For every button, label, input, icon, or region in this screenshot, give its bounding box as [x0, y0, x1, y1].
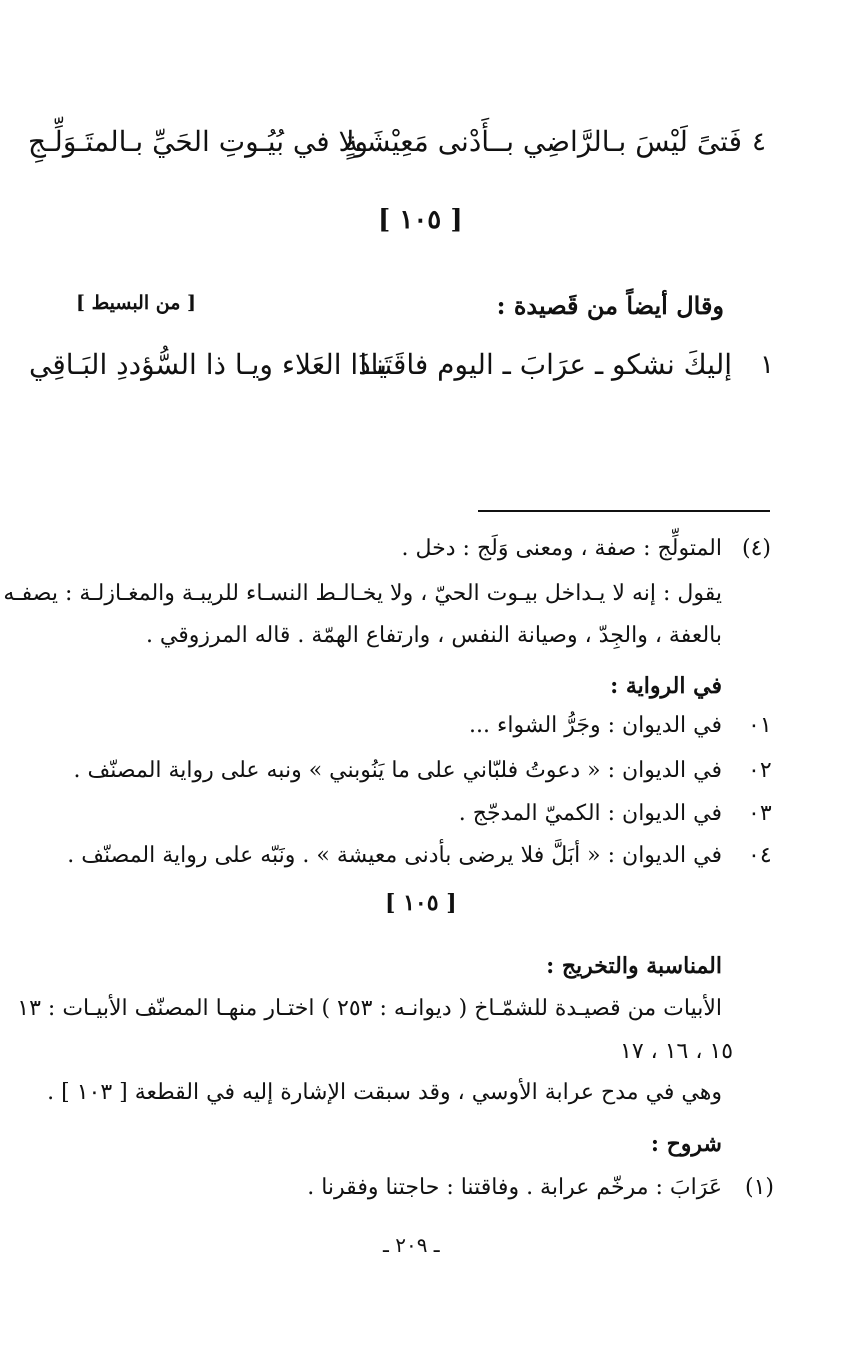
footnote-separator [478, 510, 770, 512]
verse-second-hemistich: ياذَا العَلاء ويـا ذا السُّؤددِ البَـاقِي [29, 348, 387, 381]
shuruh-text: عَرَابَ : مرخّم عرابة . وفاقتنا : حاجتنا وفقرنا . [307, 1175, 722, 1200]
verse-second-hemistich: ولا في بُيُـوتِ الحَيِّ بـالمتَـوَلِّـجِ [28, 125, 368, 158]
riwaya-item: في الديوان : الكميّ المدجّج . [458, 801, 722, 826]
riwaya-heading: في الرواية : [610, 673, 722, 699]
munasaba-line: الأبيات من قصيـدة للشمّـاخ ( ديوانـه : ٢٥٣ ) اختـار منهـا المصنّف الأبيـات : ١٣ [17, 996, 722, 1021]
section-marker: [ ١٠٥ ] [378, 205, 463, 235]
verse-first-hemistich: إليكَ نشكو ـ عرَابَ ـ اليوم فاقَتَنـا [359, 348, 732, 381]
riwaya-num: ٠١ [748, 713, 772, 738]
verse-1 [0, 345, 855, 395]
note-line: يقول : إنه لا يـداخل بيـوت الحيّ ، ولا يخـالـط النسـاء للريبـة والمغـازلـة : يصفـه [3, 581, 722, 606]
meter-label: [ من البسيط ] [76, 292, 196, 314]
riwaya-num: ٠٢ [748, 758, 772, 783]
verse-first-hemistich: فَتىً لَيْسَ بـالرَّاضِي بــأَدْنى مَعِيْشَـةٍ [343, 125, 742, 158]
shuruh-num: (١) [745, 1175, 775, 1200]
shuruh-heading: شروح : [650, 1131, 722, 1157]
munasaba-heading: المناسبة والتخريج : [546, 953, 722, 979]
riwaya-item: في الديوان : « دعوتُ فلبّاني على ما يَنُوبني » ونبه على رواية المصنّف . [73, 758, 722, 783]
riwaya-num: ٠٣ [748, 801, 772, 826]
verse-4 [0, 122, 855, 172]
section-marker-2: [ ١٠٥ ] [385, 890, 457, 916]
munasaba-line: وهي في مدح عرابة الأوسي ، وقد سبقت الإشارة إليه في القطعة [ ١٠٣ ] . [47, 1080, 722, 1105]
page-number: ـ ٢٠٩ ـ [383, 1233, 440, 1257]
riwaya-item: في الديوان : وجَرُّ الشواء ... [469, 713, 722, 738]
verse-number: ١ [760, 350, 774, 380]
note-line: بالعفة ، والجِدّ ، وصيانة النفس ، وارتفاع الهمّة . قاله المرزوقي . [145, 623, 722, 648]
verse-number: ٤ [752, 127, 766, 157]
note-number: (٤) [742, 536, 772, 561]
munasaba-line: ١٥ ، ١٦ ، ١٧ [620, 1039, 734, 1064]
riwaya-item: في الديوان : « أبَلَّ فلا يرضى بأدنى معيشة » . ونَبّه على رواية المصنّف . [67, 843, 722, 868]
intro-text: وقال أيضاً من قَصيدة : [496, 291, 724, 320]
note-line: المتولِّج : صفة ، ومعنى وَلَج : دخل . [401, 536, 722, 561]
riwaya-num: ٠٤ [748, 843, 772, 868]
